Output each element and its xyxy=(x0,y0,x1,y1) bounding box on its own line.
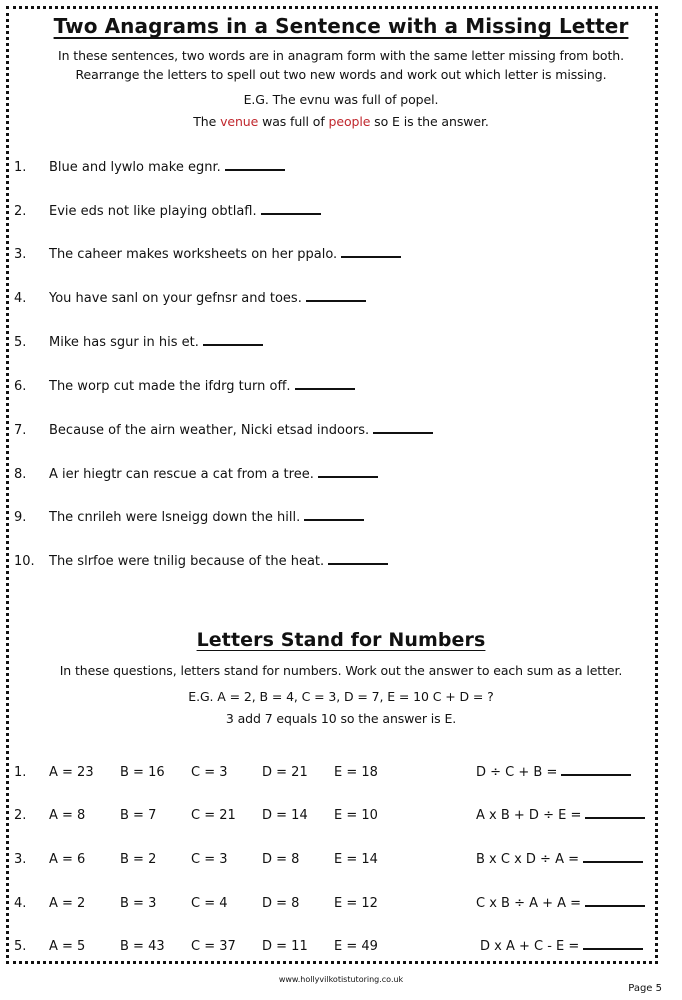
question-number: 2. xyxy=(14,204,27,219)
highlighted-word-venue: venue xyxy=(220,114,259,129)
variable-c: C = 4 xyxy=(191,896,228,911)
question-sentence: The cnrileh were lsneigg down the hill. xyxy=(49,510,301,525)
question-number: 3. xyxy=(14,247,27,262)
section2-instructions: In these questions, letters stand for numbers. Work out the answer to each sum as a letter. xyxy=(59,663,623,678)
variable-e: E = 49 xyxy=(334,939,378,954)
variable-b: B = 43 xyxy=(120,939,165,954)
section2-example-answer: 3 add 7 equals 10 so the answer is E. xyxy=(225,711,457,726)
variable-c: C = 3 xyxy=(191,765,228,780)
highlighted-word-people: people xyxy=(328,114,371,129)
variable-e: E = 10 xyxy=(334,808,378,823)
variable-d: D = 14 xyxy=(262,808,308,823)
answer-blank[interactable] xyxy=(318,475,378,478)
answer-blank[interactable] xyxy=(225,168,285,171)
sum-expression xyxy=(476,896,645,911)
variable-b: B = 3 xyxy=(120,896,157,911)
question-number: 9. xyxy=(14,510,27,525)
question-text xyxy=(49,423,433,438)
question-number: 2. xyxy=(14,808,27,823)
question-number: 5. xyxy=(14,939,27,954)
variable-d: D = 8 xyxy=(262,852,300,867)
question-sentence: You have sanl on your gefnsr and toes. xyxy=(49,291,302,306)
answer-blank[interactable] xyxy=(585,904,645,907)
section2-title: Letters Stand for Numbers xyxy=(196,629,486,651)
question-text xyxy=(49,291,366,306)
variable-d: D = 21 xyxy=(262,765,308,780)
sum-text: D x A + C - E = xyxy=(480,939,580,954)
example-answer-text: The xyxy=(193,114,221,129)
answer-blank[interactable] xyxy=(583,947,643,950)
question-number: 10. xyxy=(14,554,35,569)
answer-blank[interactable] xyxy=(341,255,401,258)
question-text xyxy=(49,247,401,262)
answer-blank[interactable] xyxy=(203,343,263,346)
answer-blank[interactable] xyxy=(261,212,321,215)
question-sentence: Evie eds not like playing obtlafl. xyxy=(49,204,257,219)
question-number: 7. xyxy=(14,423,27,438)
question-text xyxy=(49,379,355,394)
section1-example-question: E.G. The evnu was full of popel. xyxy=(243,92,439,107)
variable-c: C = 21 xyxy=(191,808,236,823)
variable-c: C = 3 xyxy=(191,852,228,867)
variable-b: B = 7 xyxy=(120,808,157,823)
section1-example-answer xyxy=(0,114,682,129)
page-number: Page 5 xyxy=(628,983,662,994)
section1-instruction-line1: In these sentences, two words are in anagram form with the same letter missing from both. xyxy=(58,48,624,63)
section2-example-question: E.G. A = 2, B = 4, C = 3, D = 7, E = 10 C + D = ? xyxy=(188,689,494,704)
question-number: 8. xyxy=(14,467,27,482)
answer-blank[interactable] xyxy=(583,860,643,863)
question-number: 5. xyxy=(14,335,27,350)
variable-d: D = 11 xyxy=(262,939,308,954)
question-number: 3. xyxy=(14,852,27,867)
question-sentence: Because of the airn weather, Nicki etsad indoors. xyxy=(49,423,370,438)
variable-e: E = 12 xyxy=(334,896,378,911)
question-text xyxy=(49,160,285,175)
answer-blank[interactable] xyxy=(561,773,631,776)
variable-e: E = 18 xyxy=(334,765,378,780)
question-sentence: The worp cut made the ifdrg turn off. xyxy=(49,379,291,394)
sum-expression xyxy=(476,852,643,867)
question-text xyxy=(49,510,364,525)
section1-title: Two Anagrams in a Sentence with a Missing Letter xyxy=(53,14,629,38)
question-number: 1. xyxy=(14,765,27,780)
variable-e: E = 14 xyxy=(334,852,378,867)
variable-b: B = 2 xyxy=(120,852,157,867)
variable-a: A = 6 xyxy=(49,852,86,867)
variable-a: A = 23 xyxy=(49,765,94,780)
question-sentence: A ier hiegtr can rescue a cat from a tree. xyxy=(49,467,314,482)
question-text xyxy=(49,554,388,569)
variable-c: C = 37 xyxy=(191,939,236,954)
question-text xyxy=(49,335,263,350)
answer-blank[interactable] xyxy=(585,816,645,819)
sum-text: A x B + D ÷ E = xyxy=(476,808,582,823)
question-text xyxy=(49,204,321,219)
variable-b: B = 16 xyxy=(120,765,165,780)
section1-instruction-line2: Rearrange the letters to spell out two new words and work out which letter is missing. xyxy=(75,67,607,82)
sum-expression xyxy=(476,765,631,780)
sum-text: B x C x D ÷ A = xyxy=(476,852,579,867)
answer-blank[interactable] xyxy=(306,299,366,302)
sum-expression xyxy=(480,939,643,954)
question-sentence: Mike has sgur in his et. xyxy=(49,335,199,350)
question-number: 6. xyxy=(14,379,27,394)
question-number: 4. xyxy=(14,896,27,911)
answer-blank[interactable] xyxy=(295,387,355,390)
answer-blank[interactable] xyxy=(328,562,388,565)
variable-a: A = 2 xyxy=(49,896,86,911)
question-text xyxy=(49,467,378,482)
variable-a: A = 5 xyxy=(49,939,86,954)
sum-text: C x B ÷ A + A = xyxy=(476,896,582,911)
example-answer-text: so E is the answer. xyxy=(370,114,489,129)
question-number: 1. xyxy=(14,160,27,175)
question-sentence: The slrfoe were tnilig because of the heat. xyxy=(49,554,325,569)
question-sentence: Blue and lywlo make egnr. xyxy=(49,160,221,175)
sum-expression xyxy=(476,808,645,823)
question-number: 4. xyxy=(14,291,27,306)
example-answer-text: was full of xyxy=(258,114,329,129)
footer-website: www.hollyvilkotistutoring.co.uk xyxy=(278,975,404,984)
variable-a: A = 8 xyxy=(49,808,86,823)
sum-text: D ÷ C + B = xyxy=(476,765,558,780)
answer-blank[interactable] xyxy=(373,431,433,434)
answer-blank[interactable] xyxy=(304,518,364,521)
variable-d: D = 8 xyxy=(262,896,300,911)
question-sentence: The caheer makes worksheets on her ppalo. xyxy=(49,247,338,262)
